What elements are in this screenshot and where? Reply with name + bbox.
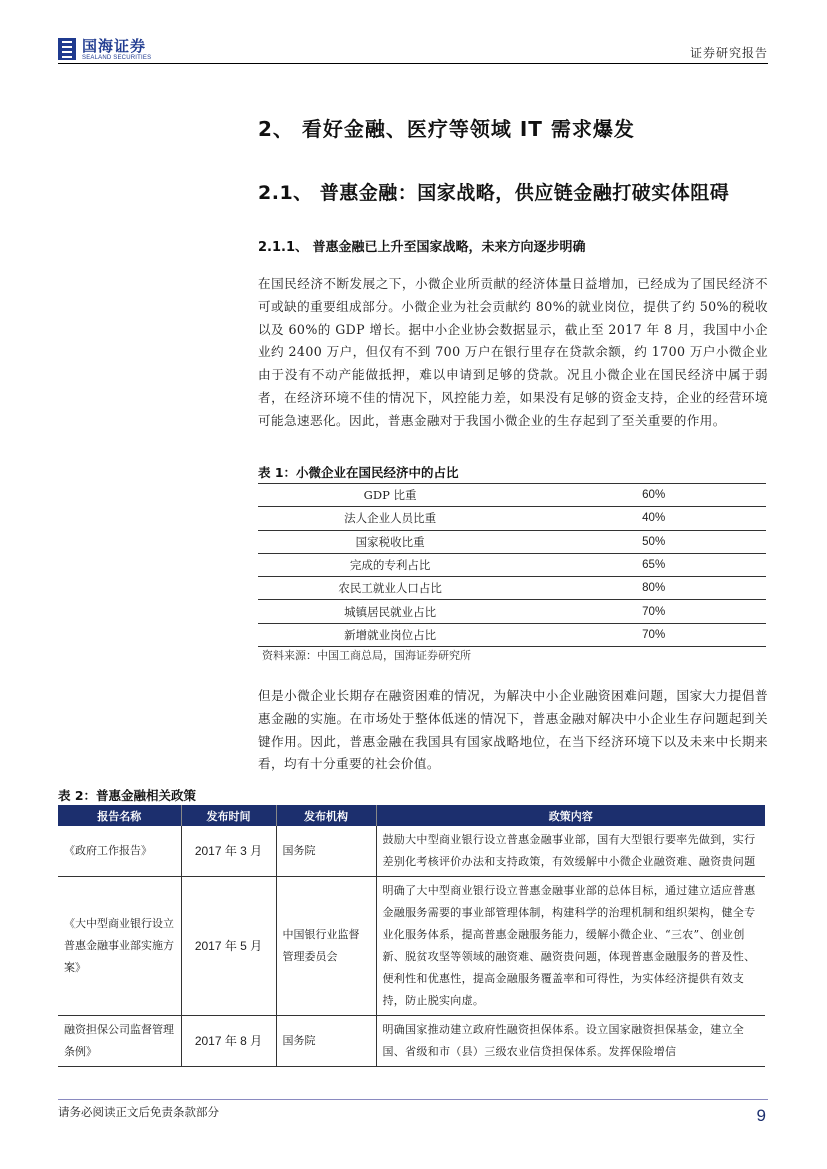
row-label: 国家税收比重 [258, 530, 522, 553]
report-type-label: 证券研究报告 [689, 46, 768, 60]
row-value: 70% [522, 623, 766, 646]
release-date: 2017 年 8 月 [181, 1016, 276, 1067]
table-row [58, 1016, 765, 1067]
row-value: 70% [522, 600, 766, 623]
table-row [258, 553, 766, 576]
table1-caption: 表 1：小微企业在国民经济中的占比 [258, 465, 459, 480]
company-logo [58, 38, 151, 62]
row-label: 完成的专利占比 [258, 553, 522, 576]
table-row [58, 826, 765, 877]
row-value: 50% [522, 530, 766, 553]
body-paragraph-2: 但是小微企业长期存在融资困难的情况，为解决中小企业融资困难问题，国家大力提倡普惠金融的实施。在市场处于整体低迷的情况下，普惠金融对解决中小企业生存问题起到关键作用。因此，普惠金融在我国具有国家战略地位，在当下经济环境下以及未来中长期来看，均有十分重要的社会价值。 [258, 688, 768, 772]
row-value: 80% [522, 577, 766, 600]
table2-caption: 表 2：普惠金融相关政策 [58, 788, 197, 803]
table-row [258, 623, 766, 646]
sub-subsection-heading: 2.1.1、 普惠金融已上升至国家战略，未来方向逐步明确 [258, 240, 586, 255]
logo-english-name: SEALAND SECURITIES [82, 55, 152, 61]
disclaimer-note: 请务必阅读正文后免责条款部分 [58, 1105, 219, 1119]
release-org: 国务院 [276, 826, 376, 877]
table-header-row [58, 805, 765, 826]
column-header-org: 发布机构 [276, 805, 376, 826]
table-row [258, 484, 766, 507]
table-row [258, 577, 766, 600]
column-header-date: 发布时间 [181, 805, 276, 826]
row-label: 法人企业人员比重 [258, 507, 522, 530]
column-header-name: 报告名称 [58, 805, 181, 826]
body-paragraph-1: 在国民经济不断发展之下，小微企业所贡献的经济体量日益增加，已经成为了国民经济不可或缺的重要组成部分。小微企业为社会贡献约 80%的就业岗位，提供了约 50%的税收以及 60%的 GDP 增长。据中小企业协会数据显示，截止至 2017 年 8 月，我国中小企业约 2400 万户，但仅有不到 700 万户在银行里存在贷款余额，约 1700 万户小微企业由于没有不动产能做抵押，难以申请到足够的贷款。况且小微企业在国民经济中属于弱者，在经济环境不佳的情况下，风控能力差，如果没有足够的资金支持，企业的经营环境可能急速恶化。因此，普惠金融对于我国小微企业的生存起到了至关重要的作用。 [258, 276, 768, 428]
release-org: 国务院 [276, 1016, 376, 1067]
table-row [258, 530, 766, 553]
table-row [258, 507, 766, 530]
release-org: 中国银行业监督管理委员会 [276, 877, 376, 1016]
column-header-content: 政策内容 [376, 805, 765, 826]
policy-content: 明确了大中型商业银行设立普惠金融事业部的总体目标，通过建立适应普惠金融服务需要的事业部管理体制，构建科学的治理机制和组织架构，健全专业化服务体系，提高普惠金融服务能力，缓解小微企业、“三农”、创业创新、脱贫攻坚等领域的融资难、融资贵问题，体现普惠金融服务的普及性、便利性和优惠性，提高金融服务覆盖率和可得性，为实体经济提供有效支持，防止脱实向虚。 [376, 877, 765, 1016]
row-label: GDP 比重 [258, 484, 522, 507]
page-header [58, 36, 768, 64]
report-name: 《大中型商业银行设立普惠金融事业部实施方案》 [58, 877, 181, 1016]
report-name: 《政府工作报告》 [58, 826, 181, 877]
table-row [258, 600, 766, 623]
logo-chinese-name: 国海证券 [82, 37, 147, 55]
section-heading: 2、 看好金融、医疗等领域 IT 需求爆发 [258, 117, 635, 141]
policy-content: 明确国家推动建立政府性融资担保体系。设立国家融资担保基金，建立全国、省级和市（县）三级农业信贷担保体系。发挥保险增信 [376, 1016, 765, 1067]
row-value: 65% [522, 553, 766, 576]
row-label: 新增就业岗位占比 [258, 623, 522, 646]
sealand-logo-icon [58, 38, 76, 60]
page-number: 9 [756, 1106, 766, 1125]
release-date: 2017 年 5 月 [181, 877, 276, 1016]
table2-policies [58, 805, 765, 1067]
release-date: 2017 年 3 月 [181, 826, 276, 877]
table-row [58, 877, 765, 1016]
policy-content: 鼓励大中型商业银行设立普惠金融事业部，国有大型银行要率先做到，实行差别化考核评价办法和支持政策，有效缓解中小微企业融资难、融资贵问题 [376, 826, 765, 877]
row-label: 农民工就业人口占比 [258, 577, 522, 600]
page-footer [58, 1099, 768, 1125]
table1-smb-share [258, 483, 766, 647]
row-label: 城镇居民就业占比 [258, 600, 522, 623]
report-name: 融资担保公司监督管理条例》 [58, 1016, 181, 1067]
subsection-heading: 2.1、 普惠金融：国家战略，供应链金融打破实体阻碍 [258, 182, 730, 204]
table1-source: 资料来源：中国工商总局，国海证券研究所 [262, 649, 471, 662]
row-value: 60% [522, 484, 766, 507]
row-value: 40% [522, 507, 766, 530]
